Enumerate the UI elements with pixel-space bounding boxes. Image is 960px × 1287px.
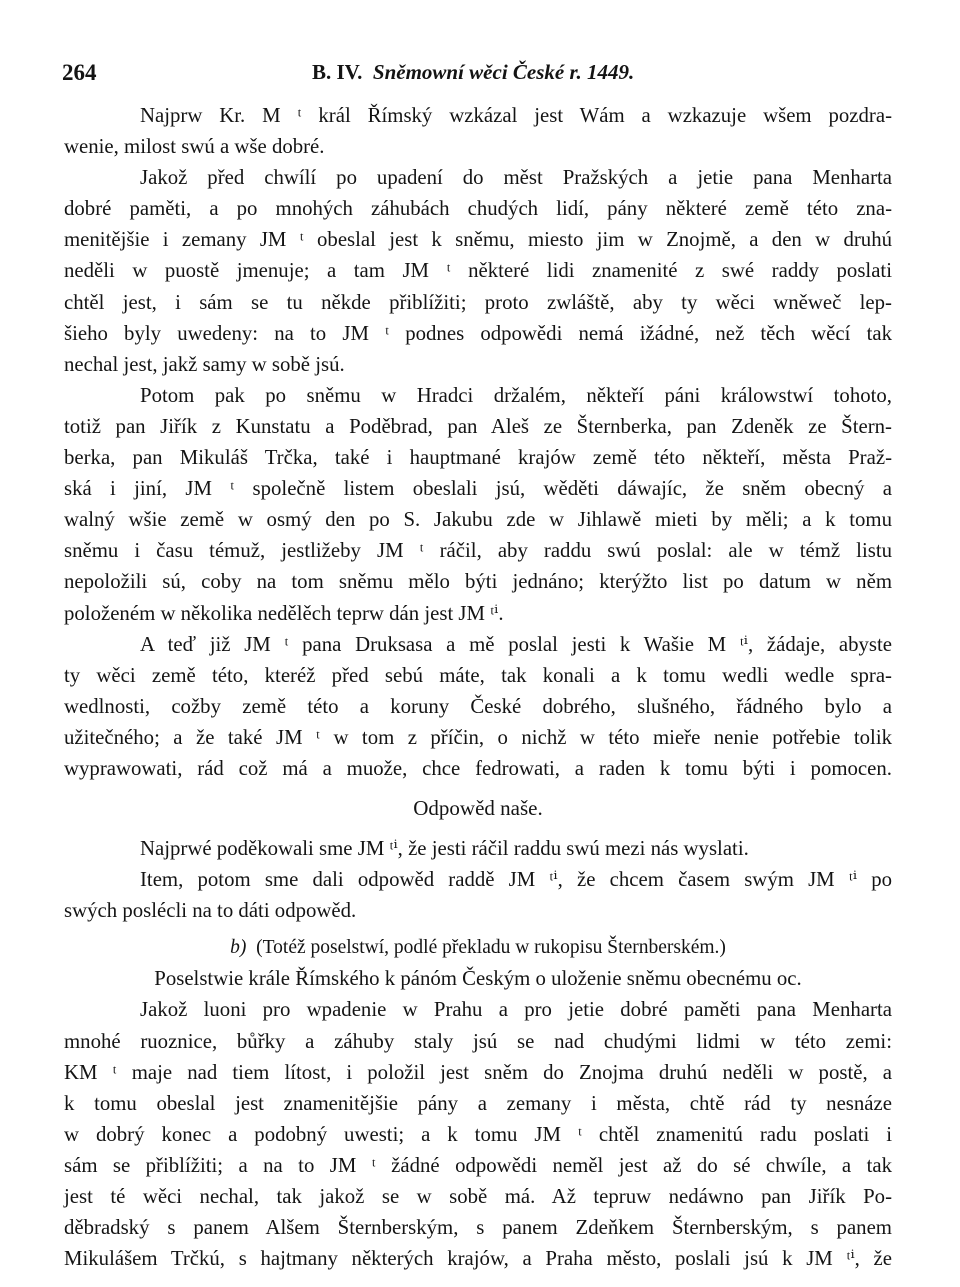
- text-line: chtěl jest, i sám se tu někde přiblížiti; proto zwláště, aby ty wěci wněweč lep-: [64, 290, 892, 314]
- text-line: Potom pak po sněmu w Hradci držalém, někteří páni králowstwí tohoto,: [140, 383, 892, 407]
- text-line: nechal jest, jakž samy w sobě jsú.: [64, 352, 345, 376]
- subsection-label: b): [230, 937, 247, 959]
- text-line: neděli w puostě jmenuje; a tam JM ᵗ některé lidi znamenité z swé raddy poslati: [64, 259, 892, 283]
- paragraph: [64, 629, 892, 784]
- text-line: Jakož před chwílí po upadení do měst Pražských a jetie pana Menharta: [140, 166, 892, 190]
- text-line: dobré paměti, a po mnohých záhubách chudých lidí, pány některé země této zna-: [64, 197, 892, 221]
- running-title-italic: Sněmowní wěci České r. 1449.: [372, 60, 635, 84]
- text-line: ty wěci země této, kteréž před sebú máte, tak konali a k tomu wedli wedle spra-: [64, 663, 892, 687]
- text-line: sněmu i času témuž, jestližeby JM ᵗ ráčil, aby raddu swú poslal: ale w témž listu: [64, 539, 892, 563]
- subsection-title: Poselstwie krále Římského k pánóm Českým o uloženie sněmu obecnému oc.: [154, 967, 802, 991]
- text-line: Najprwé poděkowali sme JM ᵗⁱ, že jesti ráčil raddu swú mezi nás wyslati.: [140, 837, 749, 861]
- text-line: wedlnosti, cožby země této a koruny České dobrého, slušného, řádného bylo a: [64, 694, 892, 718]
- text-line: w dobrý konec a podobný uwesti; a k tomu JM ᵗ chtěl znamenitú radu poslati i: [64, 1122, 892, 1146]
- text-line: berka, pan Mikuláš Trčka, také i hauptmané krajów země této někteří, města Praž-: [64, 446, 892, 470]
- text-line: menitějšie i zemany JM ᵗ obeslal jest k sněmu, miesto jim w Znojmě, a den w druhú: [64, 228, 892, 252]
- text-line: šieho byly uwedeny: na to JM ᵗ podnes odpowědi nemá ižádné, než těch wěcí tak: [64, 321, 892, 345]
- text-line: walný wšie země w osmý den po S. Jakubu zde w Jihlawě mieti by měli; a k tomu: [64, 508, 892, 532]
- text-line: KM ᵗ maje nad tiem lítost, i položil jest sněm do Znojma druhú neděli w postě, a: [64, 1060, 892, 1084]
- paragraph: [64, 864, 892, 926]
- text-line: jest té wěci nechal, tak jakož se w sobě má. Až tepruw nedáwno pan Jiřík Po-: [64, 1185, 892, 1208]
- text-line: swých poslécli na to dáti odpowěd.: [64, 899, 357, 923]
- main-text: [64, 100, 892, 1274]
- running-title-part: B. IV.: [312, 60, 363, 84]
- text-line: totiž pan Jiřík z Kunstatu a Poděbrad, pan Aleš ze Šternberka, pan Zdeněk ze Štern-: [64, 414, 892, 438]
- paragraph: [64, 100, 892, 162]
- text-line: děbradský s panem Alšem Šternberským, s panem Zdeňkem Šternberským, s panem: [64, 1216, 892, 1240]
- subsection-note: [64, 932, 892, 963]
- text-line: nepoložili sú, coby na tom sněmu mělo býti jednáno; kterýžto list po datum w něm: [64, 570, 892, 594]
- paragraph: [64, 833, 892, 864]
- text-line: Jakož luoni pro wpadenie w Prahu a pro jetie dobré paměti pana Menharta: [140, 998, 892, 1022]
- text-line: mnohé ruoznice, bůřky a záhuby staly jsú se nad chudými lidmi w této zemi:: [64, 1029, 892, 1053]
- running-title: [312, 60, 634, 85]
- text-line: užitečného; a že také JM ᵗ w tom z příčin, o nichž w této mieře nenie potřebie tolik: [64, 725, 892, 749]
- text-line: Item, potom sme dali odpowěd raddě JM ᵗⁱ, že chcem časem swým JM ᵗⁱ po: [140, 868, 892, 892]
- paragraph: [64, 380, 892, 629]
- text-line: položeném w několika nedělěch teprw dán jest JM ᵗⁱ.: [64, 601, 504, 625]
- text-line: wyprawowati, rád což má a muože, chce fedrowati, a raden k tomu býti i pomocen.: [64, 756, 892, 780]
- running-header: [62, 56, 898, 92]
- text-line: Najprw Kr. M ᵗ král Římský wzkázal jest Wám a wzkazuje wšem pozdra-: [140, 104, 892, 127]
- paragraph: [64, 162, 892, 380]
- text-line: Mikulášem Trčkú, s hajtmany některých krajów, a Praha město, poslali jsú k JM ᵗⁱ, že: [64, 1247, 892, 1271]
- page-number: 264: [62, 60, 97, 85]
- paragraph: [64, 994, 892, 1274]
- text-line: wenie, milost swú a wše dobré.: [64, 135, 325, 159]
- text-line: A teď již JM ᵗ pana Druksasa a mě poslal jesti k Wašie M ᵗⁱ, žádaje, abyste: [140, 632, 892, 656]
- section-heading: Odpowěd naše.: [413, 796, 543, 821]
- text-line: ská i jiní, JM ᵗ společně listem obeslali jsú, wěděti dáwajíc, že sněm obecný a: [64, 477, 892, 501]
- text-line: sám se přiblížiti; a na to JM ᵗ žádné odpowědi neměl jest až do sé chwíle, a tak: [64, 1153, 892, 1177]
- text-line: k tomu obeslal jest znamenitějšie pány a zemany i města, chtě rád ty nesnáze: [64, 1091, 892, 1115]
- subsection-text: (Totéž poselstwí, podlé překladu w rukopisu Šternberském.): [256, 937, 726, 959]
